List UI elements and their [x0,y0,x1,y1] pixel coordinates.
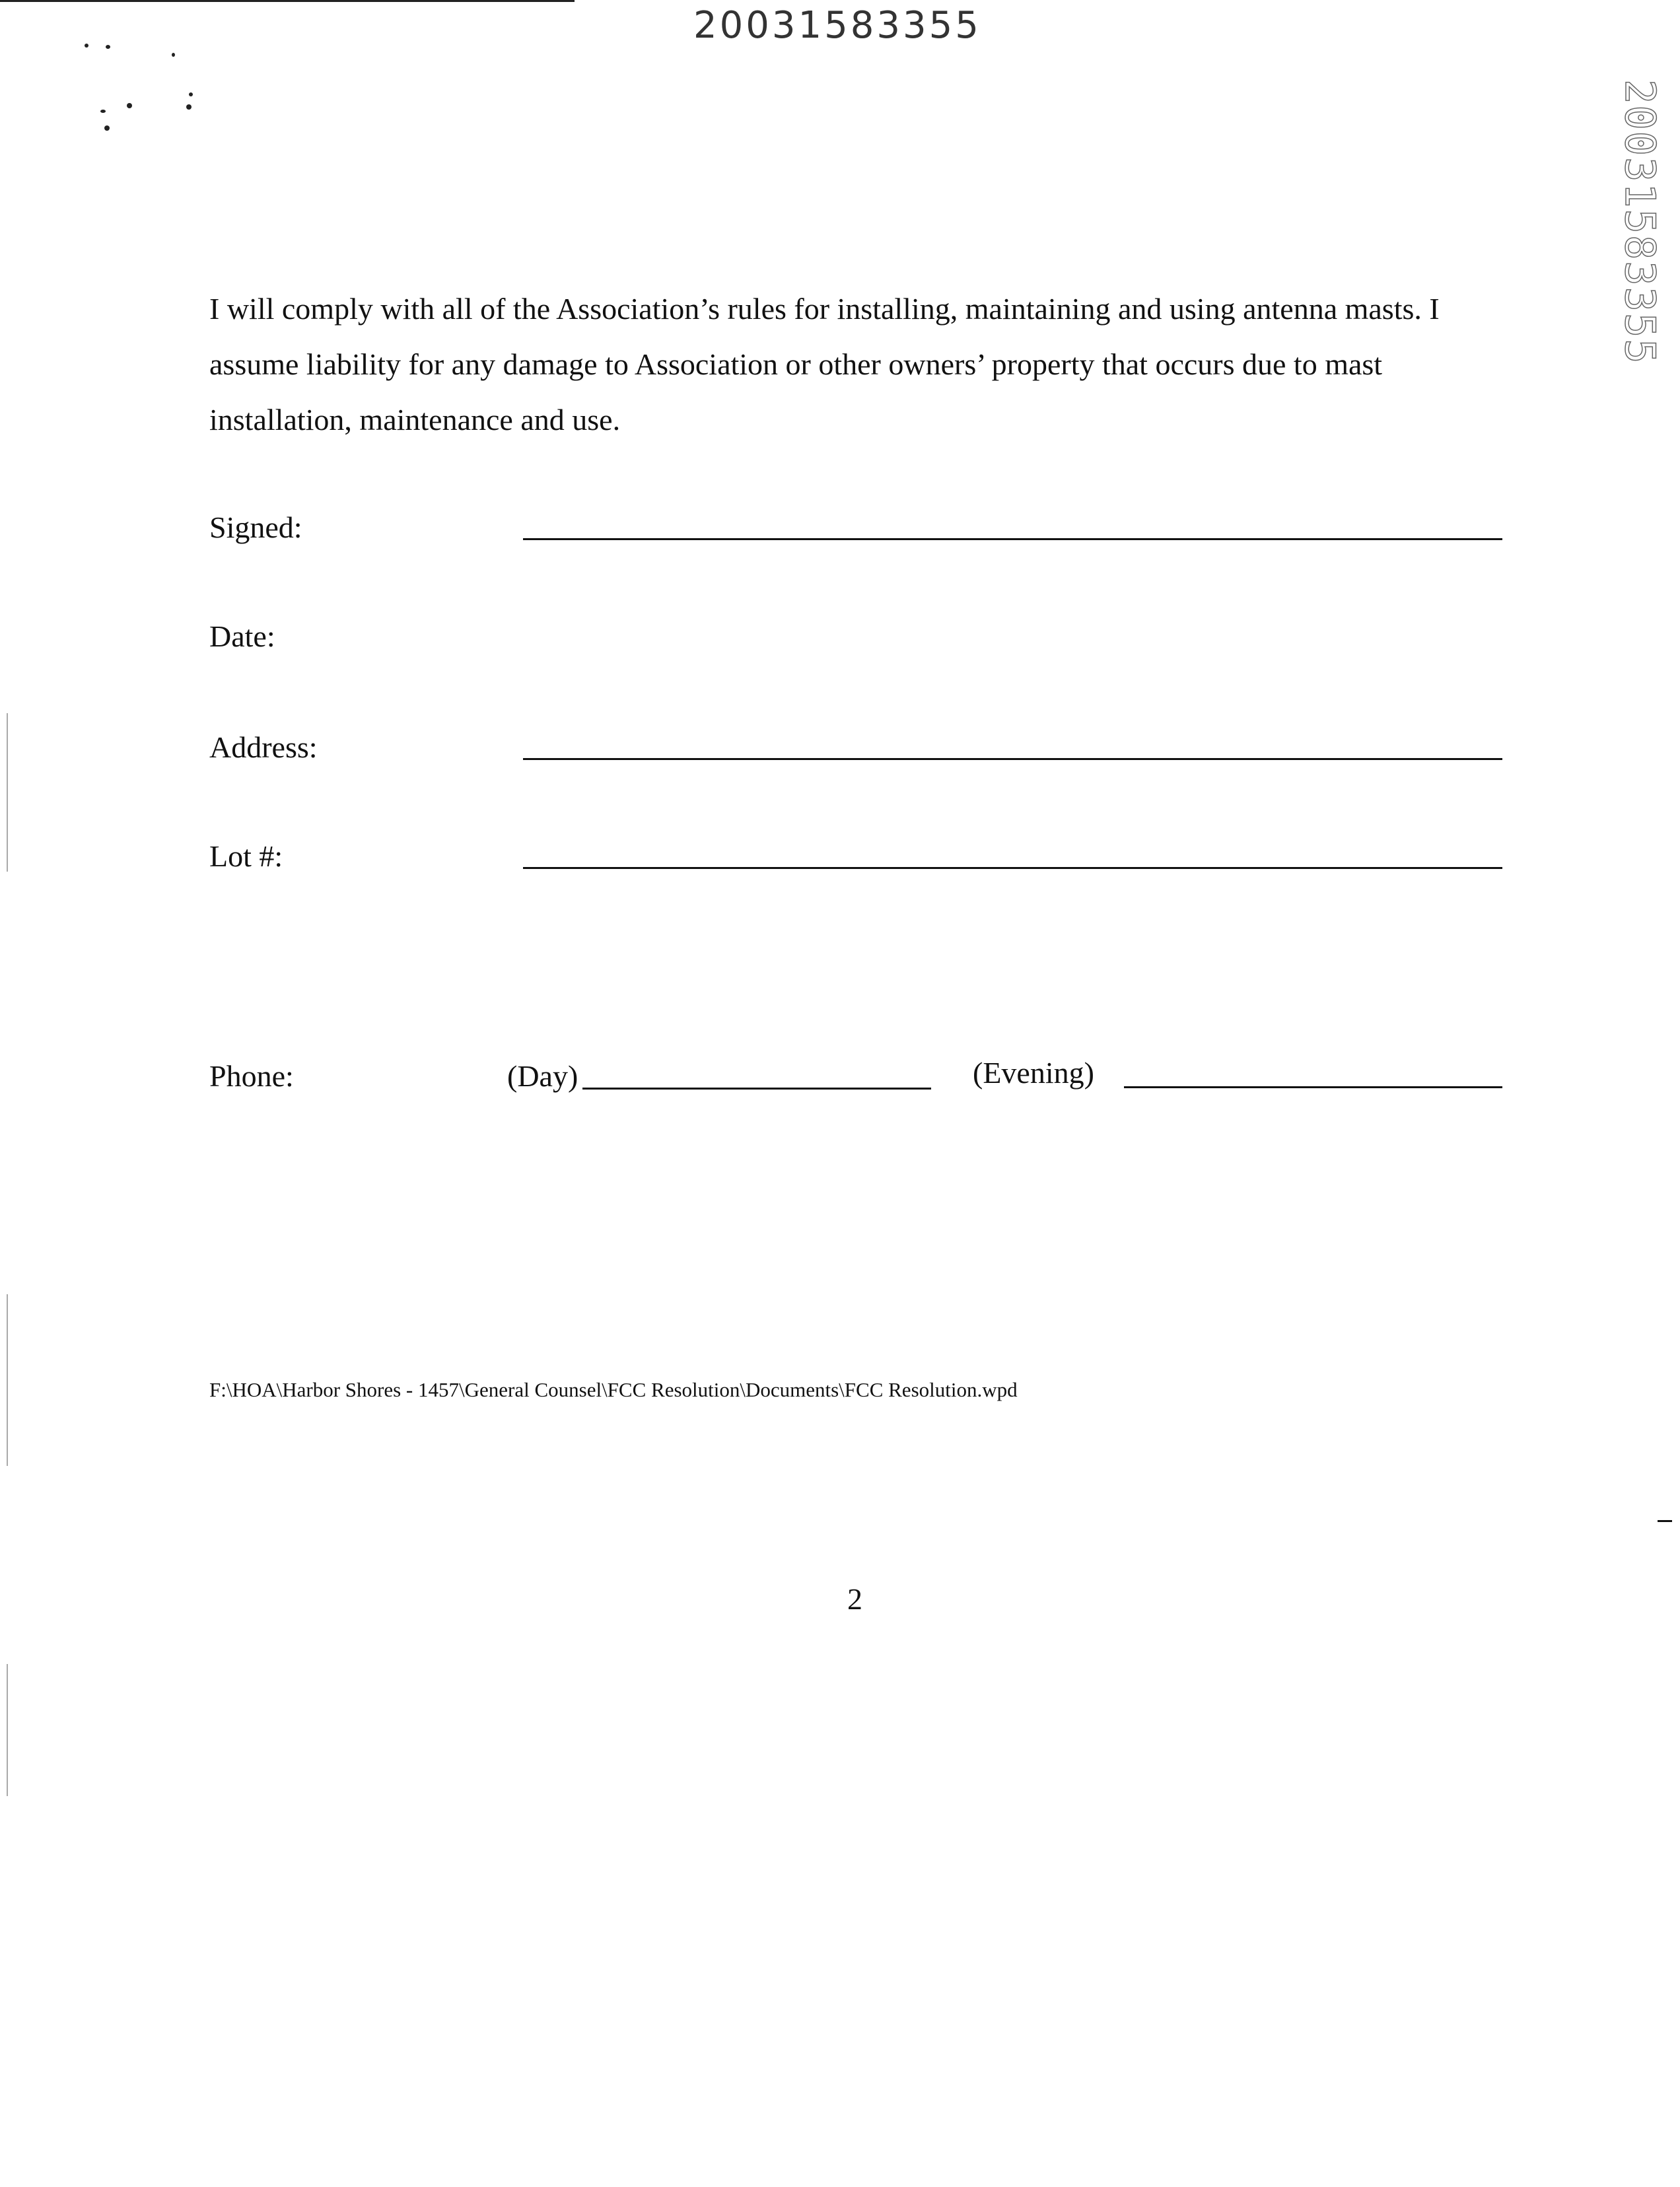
scan-speck [85,44,88,48]
signed-field[interactable] [523,538,1502,540]
evening-phone-label: (Evening) [973,1056,1094,1090]
phone-label: Phone: [209,1059,294,1093]
margin-mark [7,713,8,872]
file-path: F:\HOA\Harbor Shores - 1457\General Counsel\FCC Resolution\Documents\FCC Resolution.wpd [209,1378,1018,1401]
document-number: 20031583355 [693,4,981,47]
lot-number-field[interactable] [523,867,1502,869]
address-field[interactable] [523,758,1502,760]
address-label: Address: [209,730,318,764]
day-phone-label: (Day) [507,1059,578,1093]
scan-speck [189,92,193,96]
scan-speck [104,125,110,131]
scan-speck [100,110,106,113]
lot-number-label: Lot #: [209,839,283,873]
liability-statement: I will comply with all of the Association’s rules for installing, maintaining and using antenna masts. I assume liability for any damage to Association or other owners’ property that occurs due to mast installation, maintenance and use. [209,292,1440,436]
scan-speck [106,45,110,49]
margin-mark [7,1294,8,1466]
page-number: 2 [847,1582,862,1616]
signed-label: Signed: [209,510,302,544]
scan-speck [186,104,192,110]
scan-speck [172,53,175,57]
margin-mark [7,1664,8,1796]
evening-phone-field[interactable] [1124,1086,1502,1088]
side-document-stamp: 20031583355 [1616,79,1664,365]
date-label: Date: [209,619,275,653]
top-border-rule [0,0,575,2]
scan-dash [1658,1520,1672,1522]
scan-speck [127,103,132,108]
day-phone-field[interactable] [582,1088,931,1090]
